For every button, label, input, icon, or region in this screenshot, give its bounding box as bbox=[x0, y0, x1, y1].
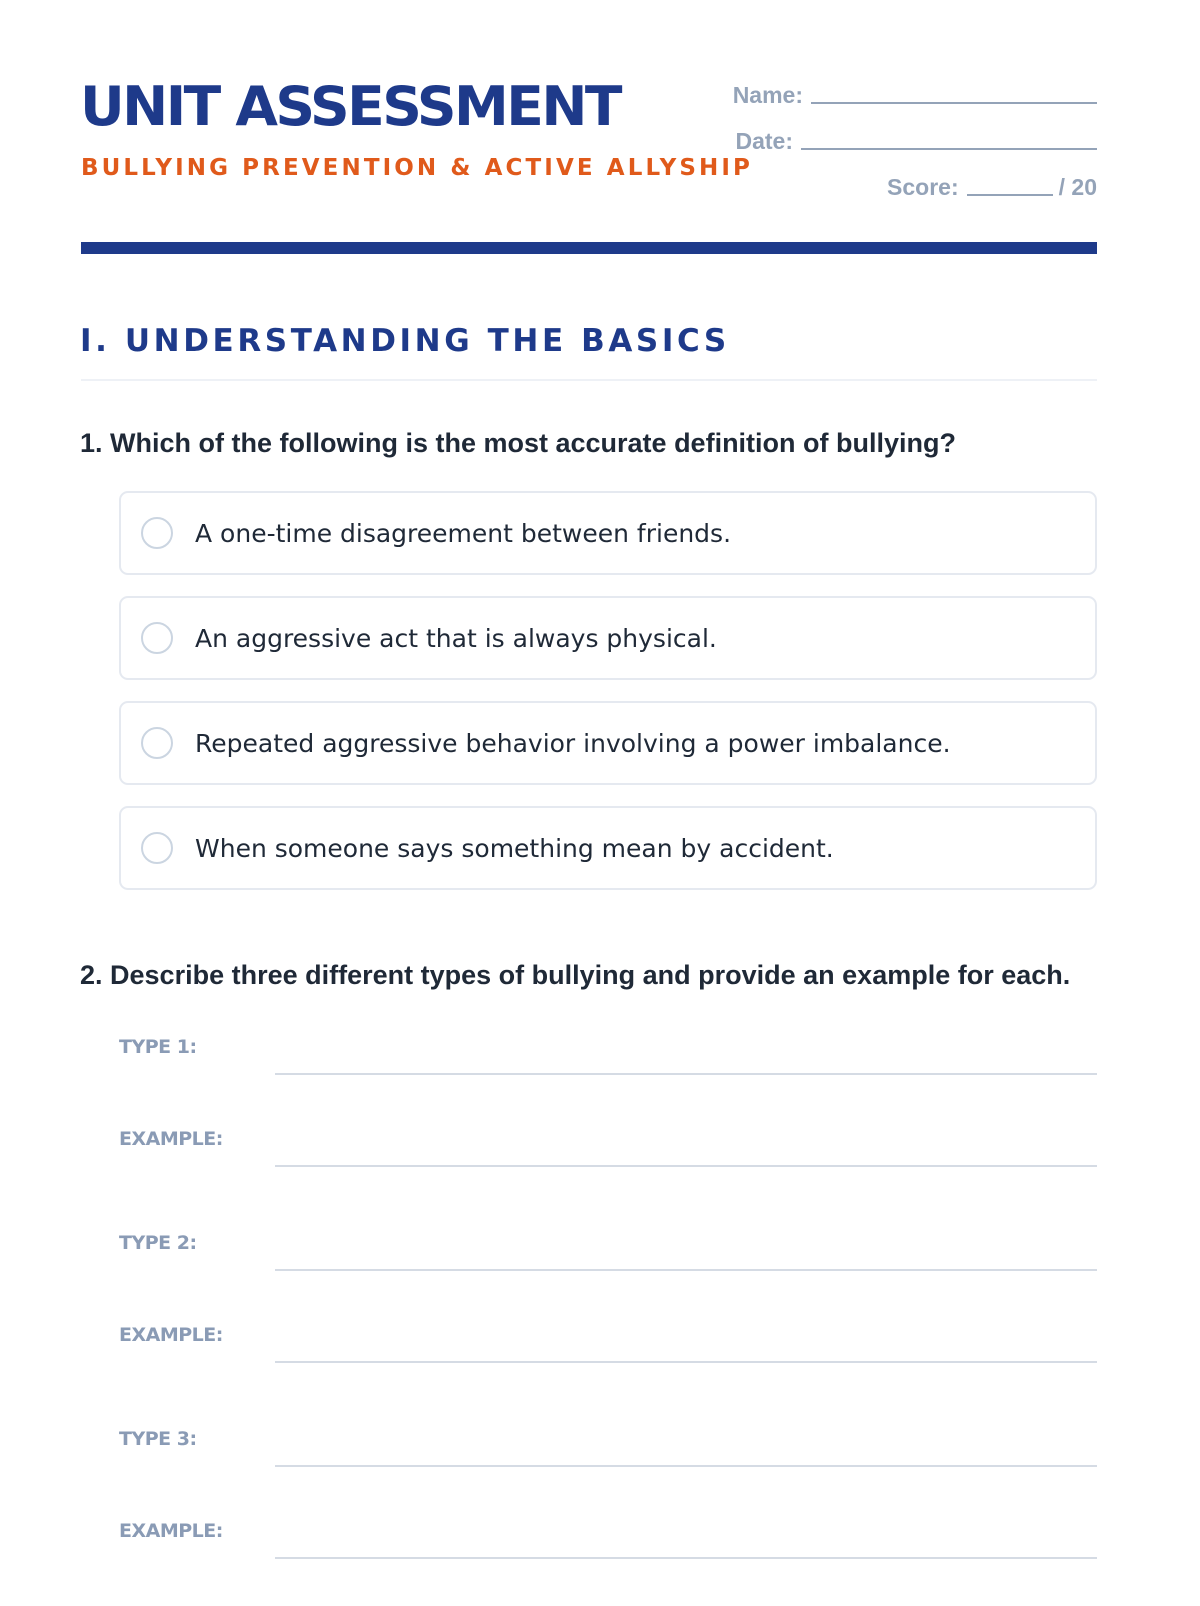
option-label: An aggressive act that is always physical. bbox=[195, 623, 717, 653]
type-3-row bbox=[119, 1422, 1097, 1514]
question-2-answers bbox=[119, 1030, 1097, 1606]
score-input-line[interactable] bbox=[967, 194, 1053, 196]
option-label: Repeated aggressive behavior involving a power imbalance. bbox=[195, 728, 951, 758]
date-field[interactable] bbox=[735, 130, 1097, 153]
example-2-row bbox=[119, 1318, 1097, 1422]
question-1-options bbox=[119, 491, 1097, 911]
example-2-label: EXAMPLE: bbox=[119, 1324, 223, 1346]
name-label: Name: bbox=[732, 82, 803, 108]
example-1-label: EXAMPLE: bbox=[119, 1128, 223, 1150]
option-3[interactable] bbox=[119, 701, 1097, 785]
score-total: / 20 bbox=[1058, 174, 1097, 200]
option-4[interactable] bbox=[119, 806, 1097, 890]
example-1-row bbox=[119, 1122, 1097, 1226]
page-subtitle: BULLYING PREVENTION & ACTIVE ALLYSHIP bbox=[81, 155, 754, 181]
name-input-line[interactable] bbox=[811, 102, 1097, 104]
type-2-label: TYPE 2: bbox=[119, 1232, 197, 1254]
date-label: Date: bbox=[735, 128, 793, 154]
page-title: UNIT ASSESSMENT bbox=[80, 75, 620, 138]
name-field[interactable] bbox=[733, 84, 1097, 107]
option-1[interactable] bbox=[119, 491, 1097, 575]
question-2-text: 2. Describe three different types of bullying and provide an example for each. bbox=[80, 960, 1071, 990]
example-2-answer-line[interactable] bbox=[275, 1361, 1097, 1363]
section-heading: I. UNDERSTANDING THE BASICS bbox=[80, 323, 730, 359]
type-2-answer-line[interactable] bbox=[275, 1269, 1097, 1271]
type-1-answer-line[interactable] bbox=[275, 1073, 1097, 1075]
type-2-row bbox=[119, 1226, 1097, 1318]
score-field[interactable] bbox=[887, 176, 1097, 199]
type-1-label: TYPE 1: bbox=[119, 1036, 197, 1058]
radio-circle-icon[interactable] bbox=[141, 727, 173, 759]
type-3-answer-line[interactable] bbox=[275, 1465, 1097, 1467]
question-1-text: 1. Which of the following is the most accurate definition of bullying? bbox=[80, 428, 957, 458]
header-divider bbox=[81, 242, 1097, 254]
radio-circle-icon[interactable] bbox=[141, 517, 173, 549]
type-1-row bbox=[119, 1030, 1097, 1122]
score-label: Score: bbox=[887, 174, 959, 200]
option-label: A one-time disagreement between friends. bbox=[195, 518, 732, 548]
example-3-answer-line[interactable] bbox=[275, 1557, 1097, 1559]
date-input-line[interactable] bbox=[801, 148, 1097, 150]
section-divider bbox=[81, 379, 1097, 381]
example-3-label: EXAMPLE: bbox=[119, 1520, 223, 1542]
example-1-answer-line[interactable] bbox=[275, 1165, 1097, 1167]
example-3-row bbox=[119, 1514, 1097, 1606]
option-label: When someone says something mean by accident. bbox=[195, 833, 834, 863]
option-2[interactable] bbox=[119, 596, 1097, 680]
type-3-label: TYPE 3: bbox=[119, 1428, 197, 1450]
radio-circle-icon[interactable] bbox=[141, 622, 173, 654]
radio-circle-icon[interactable] bbox=[141, 832, 173, 864]
